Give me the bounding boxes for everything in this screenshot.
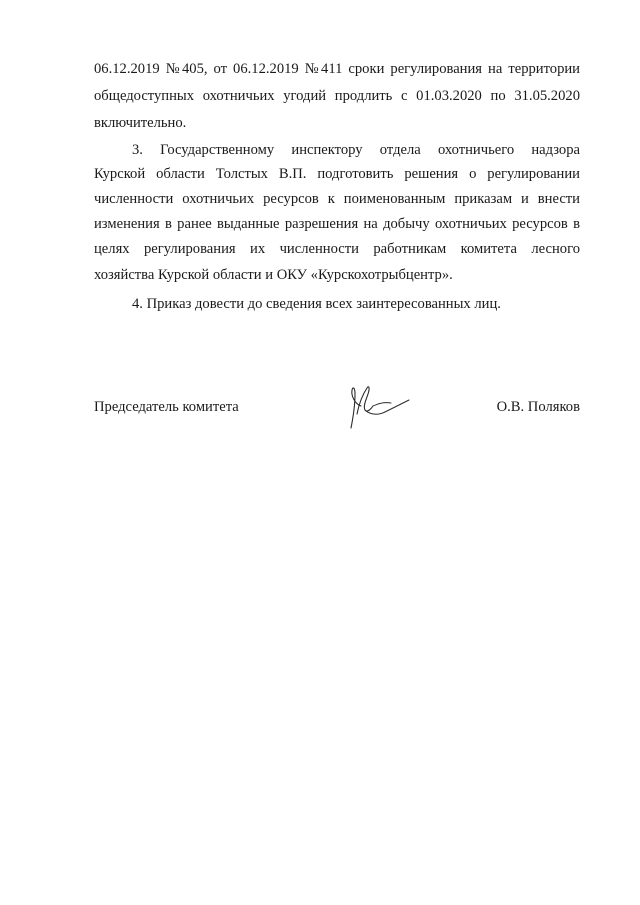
signatory-title: Председатель комитета [94, 399, 239, 415]
paragraph-line: 3. Государственному инспектору отдела охотничьего надзора [132, 142, 580, 158]
paragraph-line: общедоступных охотничьих угодий продлить с 01.03.2020 по 31.05.2020 [94, 88, 580, 104]
paragraph-line: 4. Приказ довести до сведения всех заинтересованных лиц. [132, 296, 501, 312]
paragraph-line: целях регулирования их численности работникам комитета лесного [94, 241, 580, 257]
paragraph-line: включительно. [94, 115, 187, 131]
signatory-name: О.В. Поляков [496, 399, 580, 415]
paragraph-line: численности охотничьих ресурсов к поименованным приказам и внести [94, 191, 580, 207]
handwritten-signature [343, 376, 413, 434]
paragraph-line: изменения в ранее выданные разрешения на добычу охотничьих ресурсов в [94, 216, 580, 232]
paragraph-line: Курской области Толстых В.П. подготовить решения о регулировании [94, 166, 580, 182]
paragraph-line: 06.12.2019 №405, от 06.12.2019 №411 сроки регулирования на территории [94, 61, 580, 77]
paragraph-line: хозяйства Курской области и ОКУ «Курскохотрыбцентр». [94, 267, 453, 283]
